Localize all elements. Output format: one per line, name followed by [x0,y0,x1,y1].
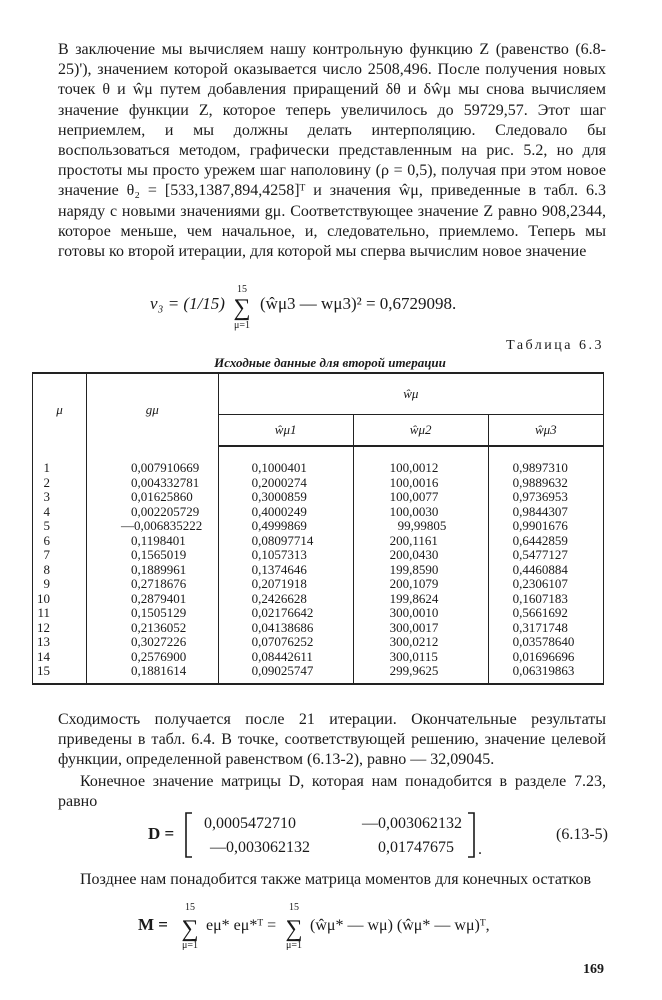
formula-v3-sum-lower: μ=1 [233,320,251,331]
cell-mu: 8 [33,563,87,578]
cell-g: 0,1505129 [87,606,219,621]
cell-mu: 7 [33,548,87,563]
cell-mu: 5 [33,519,87,534]
table-row [33,650,604,665]
cell-w3: 0,1607183 [488,592,603,607]
cell-g: 0,2136052 [87,621,219,636]
cell-w1: 0,1374646 [218,563,353,578]
table-row [33,490,604,505]
cell-g: 0,1881614 [87,664,219,684]
page-number: 169 [583,962,604,977]
left-bracket [186,813,192,857]
cell-w2: 199,8590 [353,563,488,578]
header-w-group: ŵμ [218,373,603,415]
body-paragraph-3: Конечное значение матрицы D, которая нам понадобится в разделе 7.23, равно [58,773,606,811]
cell-w3: 0,9889632 [488,476,603,491]
matrix-d [148,810,608,860]
cell-w3: 0,6442859 [488,534,603,549]
cell-g: 0,01625860 [87,490,219,505]
cell-mu: 9 [33,577,87,592]
cell-w2: 300,0010 [353,606,488,621]
body-paragraph-1: В заключение мы вычисляем нашу контрольную функцию Z (равенство (6.8-25)'), значением которой оказывается число 2508,496. После получения новых точек θ и ŵμ путем добавления приращений δθ и δŵμ мы снова вычисляем значение функции Z, которое теперь увеличилось до 59729,57. Этот шаг неприемлем, и мы должны делать интерполяцию. Следовало бы воспользоваться методом, графически представленным на рис. 5.2, но для простоты мы просто урежем шаг наполовину (ρ = 0,5), получая при этом новое значение θ₂ = [533,1387,894,4258]ᵀ и значения ŵμ, приведенные в табл. 6.3 наряду с новыми значениями gμ. Соответствующее значение Z равно 908,2344, которое меньше, чем начальное, и, следовательно, приемлемо. Теперь мы готовы ко второй итерации, для которой мы сперва вычислим новое значение [58,41,606,261]
cell-w3: 0,9897310 [488,446,603,476]
header-w1: ŵμ1 [218,415,353,447]
cell-w1: 0,3000859 [218,490,353,505]
cell-w1: 0,1057313 [218,548,353,563]
cell-w2: 300,0017 [353,621,488,636]
formula-v3-summand: (ŵμ3 — wμ3)² = 0,6729098. [260,294,457,313]
cell-w1: 0,2000274 [218,476,353,491]
cell-g: 0,2718676 [87,577,219,592]
formula-m-sum-lower-1: μ=1 [181,940,199,950]
formula-m-middle: eμ* eμ*ᵀ = [206,917,277,934]
cell-mu: 14 [33,650,87,665]
header-mu: μ [33,373,87,446]
cell-g: 0,1889961 [87,563,219,578]
cell-mu: 1 [33,446,87,476]
cell-w2: 199,8624 [353,592,488,607]
table-row [33,563,604,578]
sum-sign: ∑ [233,295,251,321]
formula-m-sum-lower-2: μ=1 [285,940,303,950]
cell-mu: 15 [33,664,87,684]
cell-w1: 0,09025747 [218,664,353,684]
sum-sign: ∑ [181,916,199,942]
cell-w2: 299,9625 [353,664,488,684]
cell-mu: 3 [33,490,87,505]
header-w3: ŵμ3 [488,415,603,447]
cell-w2: 100,0077 [353,490,488,505]
cell-w3: 0,2306107 [488,577,603,592]
cell-w2: 100,0016 [353,476,488,491]
header-w2: ŵμ2 [353,415,488,447]
table-row [33,592,604,607]
sum-sign: ∑ [285,916,303,942]
cell-w3: 0,9736953 [488,490,603,505]
header-g: gμ [87,373,219,446]
matrix-d-a12: —0,003062132 [362,815,462,832]
table-body [33,446,604,684]
cell-g: 0,1198401 [87,534,219,549]
cell-w1: 0,07076252 [218,635,353,650]
matrix-d-a11: 0,0005472710 [204,815,296,832]
matrix-d-lhs: D = [148,824,175,843]
cell-w2: 200,1161 [353,534,488,549]
cell-w1: 0,2071918 [218,577,353,592]
table-row [33,606,604,621]
cell-mu: 2 [33,476,87,491]
cell-w1: 0,04138686 [218,621,353,636]
cell-w1: 0,2426628 [218,592,353,607]
formula-m-svg [138,900,518,950]
cell-w2: 100,0030 [353,505,488,520]
cell-w2: 300,0212 [353,635,488,650]
cell-mu: 6 [33,534,87,549]
cell-w3: 0,3171748 [488,621,603,636]
data-table [32,372,604,685]
matrix-d-period: . [478,841,482,858]
table-row [33,505,604,520]
cell-g: 0,004332781 [87,476,219,491]
cell-w1: 0,4000249 [218,505,353,520]
formula-v3-svg [150,282,510,332]
cell-mu: 12 [33,621,87,636]
cell-w3: 0,9901676 [488,519,603,534]
cell-w2: 100,0012 [353,446,488,476]
cell-w2: 200,0430 [353,548,488,563]
cell-mu: 11 [33,606,87,621]
table-row [33,446,604,476]
cell-g: 0,1565019 [87,548,219,563]
cell-w3: 0,5661692 [488,606,603,621]
table-row [33,476,604,491]
cell-w3: 0,9844307 [488,505,603,520]
cell-g: —0,006835222 [87,519,219,534]
formula-m-sum-upper-2: 15 [289,902,299,913]
cell-w1: 0,08097714 [218,534,353,549]
table-row [33,664,604,684]
cell-g: 0,2879401 [87,592,219,607]
cell-w3: 0,01696696 [488,650,603,665]
formula-m [138,900,518,950]
equation-number: (6.13-5) [556,826,608,843]
table-row [33,621,604,636]
table-row [33,548,604,563]
formula-v3 [150,282,510,332]
table-title: Исходные данные для второй итерации [214,355,446,370]
cell-w1: 0,08442611 [218,650,353,665]
formula-v3-sum-upper: 15 [237,284,247,295]
cell-w1: 0,1000401 [218,446,353,476]
cell-g: 0,2576900 [87,650,219,665]
cell-w2: 200,1079 [353,577,488,592]
matrix-d-svg [148,810,608,860]
body-paragraph-2: Сходимость получается после 21 итерации. Окончательные результаты приведены в табл. 6.4. В точке, соответствующей решению, значение целевой функции, определенной равенством (6.13-2), равно — 32,09045. [58,711,606,769]
table-row [33,519,604,534]
cell-w1: 0,4999869 [218,519,353,534]
table-row [33,635,604,650]
cell-w3: 0,03578640 [488,635,603,650]
right-bracket [468,813,474,857]
table-row [33,534,604,549]
table-row [33,577,604,592]
cell-w3: 0,5477127 [488,548,603,563]
matrix-d-a21: —0,003062132 [210,839,310,856]
table-caption: Таблица 6.3 [506,338,604,353]
cell-w2: 300,0115 [353,650,488,665]
formula-m-lhs: M = [138,915,168,934]
cell-w2: 99,99805 [353,519,488,534]
cell-g: 0,007910669 [87,446,219,476]
cell-g: 0,3027226 [87,635,219,650]
cell-mu: 13 [33,635,87,650]
matrix-d-a22: 0,01747675 [378,839,454,856]
formula-m-summand: (ŵμ* — wμ) (ŵμ* — wμ)ᵀ, [310,917,490,934]
formula-m-sum-upper-1: 15 [185,902,195,913]
cell-g: 0,002205729 [87,505,219,520]
cell-w3: 0,4460884 [488,563,603,578]
formula-v3-lhs: v₃ = (1/15) [150,294,225,313]
cell-mu: 4 [33,505,87,520]
cell-w1: 0,02176642 [218,606,353,621]
body-paragraph-4: Позднее нам понадобится также матрица моментов для конечных остатков [80,871,592,888]
cell-mu: 10 [33,592,87,607]
cell-w3: 0,06319863 [488,664,603,684]
